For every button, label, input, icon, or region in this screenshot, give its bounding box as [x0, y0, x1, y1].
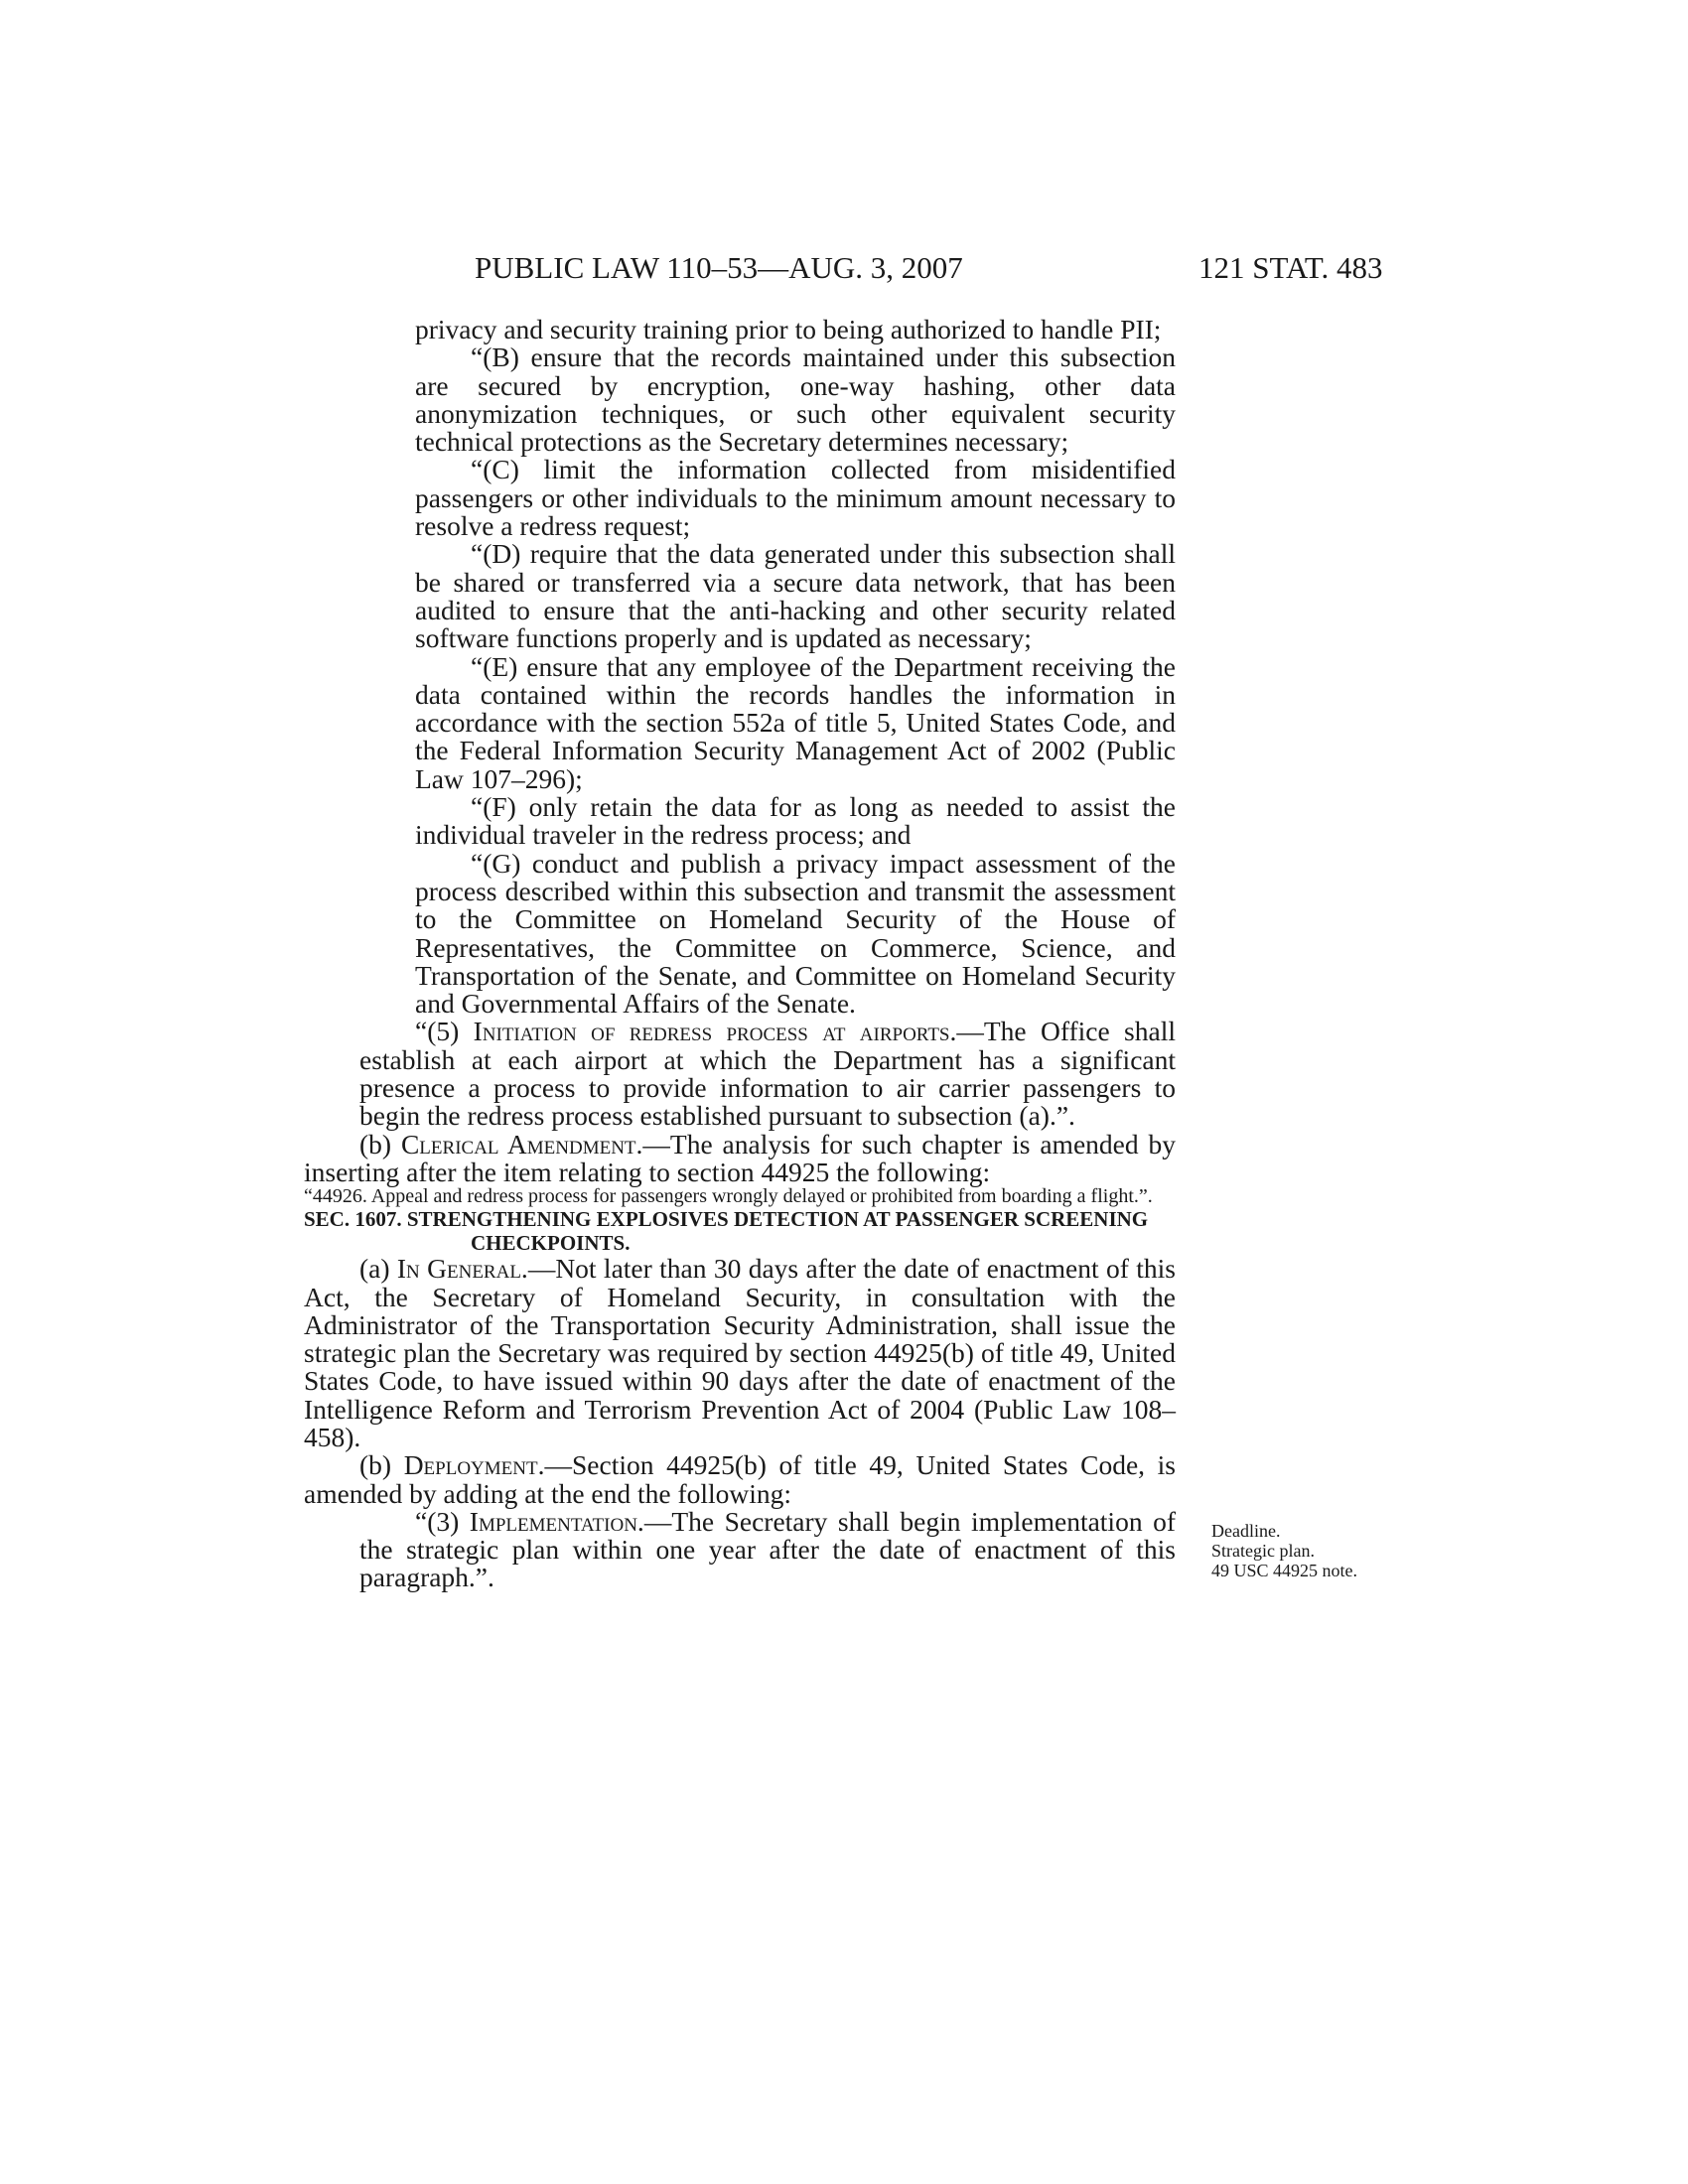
subsection-a-general: (a) In General.—Not later than 30 days after the date of enactment of this Act, the Secretary of Homeland Security, in consultation with the Administrator of the Transportation Security Administration, shall issue the strategic plan the Secretary was required by section 44925(b) of title 49, United States Code, to have issued within 90 days after the date of enactment of the Intelligence Reform and Terrorism Prevention Act of 2004 (Public Law 108–458). [304, 1253, 1176, 1452]
clerical-amendment-heading: Clerical Amendment. [400, 1128, 643, 1160]
subparagraph-f: “(F) only retain the data for as long as needed to assist the individual traveler in the redress process; and [415, 791, 1176, 851]
subsection-b-deployment: (b) Deployment.—Section 44925(b) of title 49, United States Code, is amended by adding at the end the following: [304, 1449, 1176, 1509]
subparagraph-c: “(C) limit the information collected from misidentified passengers or other individuals to the minimum amount necessary to resolve a redress request; [415, 454, 1176, 542]
statute-text [304, 316, 1176, 1592]
paragraph-3-implementation: “(3) Implementation.—The Secretary shall begin implementation of the strategic plan within one year after the date of enactment of this paragraph.”. [359, 1505, 1176, 1593]
in-general-heading: In General. [396, 1253, 528, 1285]
deployment-heading: Deployment. [403, 1449, 545, 1481]
table-of-contents-item: “44926. Appeal and redress process for passengers wrongly delayed or prohibited from boarding a flight.”. [304, 1185, 1153, 1208]
margin-note-deadline: Deadline. [1211, 1521, 1281, 1541]
margin-note-usc: 49 USC 44925 note. [1211, 1561, 1358, 1580]
paragraph-5-heading: Initiation of redress process at airports. [473, 1016, 957, 1047]
paragraph-continued: privacy and security training prior to being authorized to handle PII; [415, 314, 1162, 344]
subparagraph-b: “(B) ensure that the records maintained under this subsection are secured by encryption, one-way hashing, other data anonymization techniques, or such other equivalent security technical protections as the Secretary determines necessary; [415, 341, 1176, 458]
running-title: PUBLIC LAW 110–53—AUG. 3, 2007 [475, 250, 963, 285]
section-heading: SEC. 1607. STRENGTHENING EXPLOSIVES DETECTION AT PASSENGER SCREENING CHECKPOINTS. [304, 1207, 1149, 1256]
subsection-b-clerical: (b) Clerical Amendment.—The analysis for such chapter is amended by inserting after the item relating to section 44925 the following: [304, 1128, 1176, 1187]
subparagraph-d: “(D) require that the data generated under this subsection shall be shared or transferred via a secure data network, that has been audited to ensure that the anti-hacking and other security related software functions properly and is updated as necessary; [415, 538, 1176, 654]
page-number: 121 STAT. 483 [1198, 250, 1383, 285]
margin-note [1211, 1521, 1360, 1580]
page-header [0, 250, 1688, 290]
margin-note-strategic-plan: Strategic plan. [1211, 1541, 1315, 1561]
implementation-heading: Implementation. [469, 1505, 644, 1537]
subparagraph-e: “(E) ensure that any employee of the Department receiving the data contained within the records handles the information in accordance with the section 552a of title 5, United States Code, and the Federal Information Security Management Act of 2002 (Public Law 107–296); [415, 650, 1176, 794]
paragraph-5: “(5) Initiation of redress process at airports.—The Office shall establish at each airport at which the Department has a significant presence a process to provide information to air carrier passengers to begin the redress process established pursuant to subsection (a).”. [359, 1016, 1176, 1132]
subparagraph-g: “(G) conduct and publish a privacy impact assessment of the process described within this subsection and transmit the assessment to the Committee on Homeland Security of the House of Representatives, the Committee on Commerce, Science, and Transportation of the Senate, and Committee on Homeland Security and Governmental Affairs of the Senate. [415, 847, 1176, 1020]
